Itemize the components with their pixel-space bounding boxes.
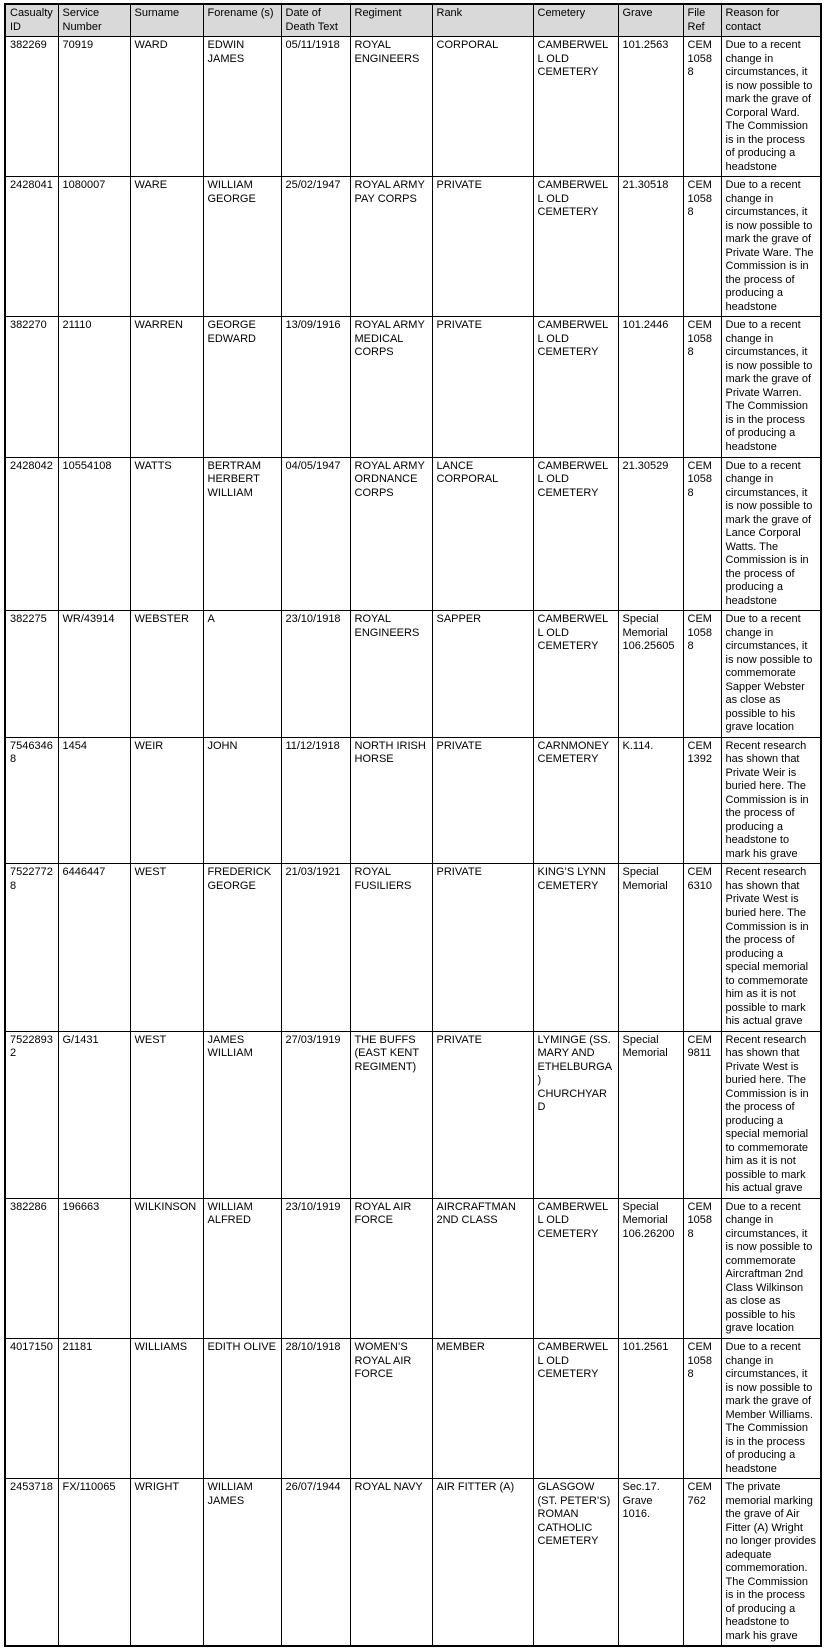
table-row <box>5 317 821 457</box>
cell-date-of-death: 13/09/1916 <box>281 317 350 457</box>
table-row <box>5 177 821 317</box>
column-header-forenames: Forename (s) <box>203 4 281 37</box>
cell-forenames: BERTRAM HERBERT WILLIAM <box>203 457 281 611</box>
cell-casualty-id: 75463468 <box>5 737 58 864</box>
cell-cemetery: CAMBERWELL OLD CEMETERY <box>533 611 618 738</box>
table-row <box>5 457 821 611</box>
cell-casualty-id: 75227728 <box>5 864 58 1031</box>
cell-rank: LANCE CORPORAL <box>432 457 533 611</box>
cell-rank: PRIVATE <box>432 1031 533 1198</box>
cell-grave: Sec.17. Grave 1016. <box>618 1479 683 1647</box>
cell-service-number: FX/110065 <box>58 1479 130 1647</box>
cell-file-ref: CEM 1392 <box>683 737 721 864</box>
cell-cemetery: CAMBERWELL OLD CEMETERY <box>533 1338 618 1478</box>
cell-grave: 101.2563 <box>618 37 683 177</box>
cell-regiment: WOMEN’S ROYAL AIR FORCE <box>350 1338 432 1478</box>
cell-grave: K.114. <box>618 737 683 864</box>
cell-cemetery: LYMINGE (SS. MARY AND ETHELBURGA) CHURCHYARD <box>533 1031 618 1198</box>
cell-reason-for-contact: Recent research has shown that Private West is buried here. The Commission is in the process of producing a special memorial to commemorate him as it is not possible to mark his actual grave <box>721 864 821 1031</box>
cell-date-of-death: 04/05/1947 <box>281 457 350 611</box>
cell-regiment: ROYAL NAVY <box>350 1479 432 1647</box>
cell-reason-for-contact: Due to a recent change in circumstances, it is now possible to commemorate Aircraftman 2nd Class Wilkinson as close as possible to his grave location <box>721 1198 821 1338</box>
table-row <box>5 1198 821 1338</box>
cell-grave: Special Memorial 106.26200 <box>618 1198 683 1338</box>
cell-grave: 21.30518 <box>618 177 683 317</box>
cell-regiment: ROYAL AIR FORCE <box>350 1198 432 1338</box>
cell-cemetery: CAMBERWELL OLD CEMETERY <box>533 457 618 611</box>
cell-regiment: NORTH IRISH HORSE <box>350 737 432 864</box>
column-header-cemetery: Cemetery <box>533 4 618 37</box>
cell-cemetery: KING’S LYNN CEMETERY <box>533 864 618 1031</box>
cell-reason-for-contact: Due to a recent change in circumstances, it is now possible to mark the grave of Member Williams. The Commission is in the process of producing a headstone <box>721 1338 821 1478</box>
cell-date-of-death: 23/10/1918 <box>281 611 350 738</box>
cell-rank: PRIVATE <box>432 864 533 1031</box>
cell-forenames: JOHN <box>203 737 281 864</box>
table-row <box>5 1031 821 1198</box>
casualty-records-table <box>4 3 822 1647</box>
cell-forenames: EDWIN JAMES <box>203 37 281 177</box>
cell-surname: WARE <box>130 177 203 317</box>
cell-file-ref: CEM 10588 <box>683 317 721 457</box>
column-header-file-ref: File Ref <box>683 4 721 37</box>
cell-regiment: ROYAL ENGINEERS <box>350 37 432 177</box>
cell-forenames: JAMES WILLIAM <box>203 1031 281 1198</box>
cell-reason-for-contact: Recent research has shown that Private West is buried here. The Commission is in the process of producing a special memorial to commemorate him as it is not possible to mark his actual grave <box>721 1031 821 1198</box>
cell-grave: Special Memorial <box>618 1031 683 1198</box>
cell-file-ref: CEM 10588 <box>683 177 721 317</box>
cell-date-of-death: 21/03/1921 <box>281 864 350 1031</box>
cell-regiment: ROYAL ARMY MEDICAL CORPS <box>350 317 432 457</box>
column-header-grave: Grave <box>618 4 683 37</box>
cell-date-of-death: 23/10/1919 <box>281 1198 350 1338</box>
cell-surname: WEST <box>130 864 203 1031</box>
cell-rank: MEMBER <box>432 1338 533 1478</box>
cell-casualty-id: 2428042 <box>5 457 58 611</box>
cell-regiment: ROYAL ARMY PAY CORPS <box>350 177 432 317</box>
cell-file-ref: CEM 10588 <box>683 1338 721 1478</box>
cell-service-number: WR/43914 <box>58 611 130 738</box>
cell-file-ref: CEM 10588 <box>683 457 721 611</box>
cell-forenames: FREDERICK GEORGE <box>203 864 281 1031</box>
cell-surname: WEST <box>130 1031 203 1198</box>
cell-date-of-death: 11/12/1918 <box>281 737 350 864</box>
cell-surname: WEBSTER <box>130 611 203 738</box>
cell-grave: Special Memorial <box>618 864 683 1031</box>
cell-file-ref: CEM 10588 <box>683 611 721 738</box>
cell-service-number: 1454 <box>58 737 130 864</box>
cell-regiment: ROYAL ENGINEERS <box>350 611 432 738</box>
cell-surname: WRIGHT <box>130 1479 203 1647</box>
cell-service-number: 6446447 <box>58 864 130 1031</box>
cell-service-number: 70919 <box>58 37 130 177</box>
table-row <box>5 864 821 1031</box>
cell-reason-for-contact: Recent research has shown that Private Weir is buried here. The Commission is in the process of producing a headstone to mark his grave <box>721 737 821 864</box>
cell-reason-for-contact: Due to a recent change in circumstances, it is now possible to mark the grave of Corporal Ward. The Commission is in the process of producing a headstone <box>721 37 821 177</box>
cell-reason-for-contact: Due to a recent change in circumstances, it is now possible to mark the grave of Private Warren. The Commission is in the process of producing a headstone <box>721 317 821 457</box>
cell-reason-for-contact: Due to a recent change in circumstances, it is now possible to mark the grave of Lance Corporal Watts. The Commission is in the process of producing a headstone <box>721 457 821 611</box>
cell-file-ref: CEM 762 <box>683 1479 721 1647</box>
cell-grave: 101.2446 <box>618 317 683 457</box>
cell-file-ref: CEM 10588 <box>683 1198 721 1338</box>
cell-date-of-death: 26/07/1944 <box>281 1479 350 1647</box>
cell-forenames: GEORGE EDWARD <box>203 317 281 457</box>
column-header-regiment: Regiment <box>350 4 432 37</box>
cell-date-of-death: 27/03/1919 <box>281 1031 350 1198</box>
cell-rank: SAPPER <box>432 611 533 738</box>
cell-date-of-death: 28/10/1918 <box>281 1338 350 1478</box>
cell-cemetery: CAMBERWELL OLD CEMETERY <box>533 1198 618 1338</box>
cell-service-number: 10554108 <box>58 457 130 611</box>
cell-file-ref: CEM 6310 <box>683 864 721 1031</box>
cell-rank: PRIVATE <box>432 737 533 864</box>
table-row <box>5 1338 821 1478</box>
table-row <box>5 1479 821 1647</box>
column-header-service-number: Service Number <box>58 4 130 37</box>
cell-cemetery: CAMBERWELL OLD CEMETERY <box>533 177 618 317</box>
cell-reason-for-contact: The private memorial marking the grave of Air Fitter (A) Wright no longer provides adequate commemoration. The Commission is in the process of producing a headstone to mark his grave <box>721 1479 821 1647</box>
cell-service-number: 196663 <box>58 1198 130 1338</box>
cell-forenames: WILLIAM JAMES <box>203 1479 281 1647</box>
cell-forenames: WILLIAM ALFRED <box>203 1198 281 1338</box>
cell-grave: 21.30529 <box>618 457 683 611</box>
cell-service-number: 1080007 <box>58 177 130 317</box>
cell-casualty-id: 2428041 <box>5 177 58 317</box>
column-header-rank: Rank <box>432 4 533 37</box>
cell-forenames: A <box>203 611 281 738</box>
cell-grave: Special Memorial 106.25605 <box>618 611 683 738</box>
cell-cemetery: CARNMONEY CEMETERY <box>533 737 618 864</box>
cell-casualty-id: 75228932 <box>5 1031 58 1198</box>
cell-rank: PRIVATE <box>432 317 533 457</box>
cell-surname: WILLIAMS <box>130 1338 203 1478</box>
cell-service-number: 21181 <box>58 1338 130 1478</box>
cell-reason-for-contact: Due to a recent change in circumstances, it is now possible to commemorate Sapper Webster as close as possible to his grave location <box>721 611 821 738</box>
cell-rank: AIRCRAFTMAN 2ND CLASS <box>432 1198 533 1338</box>
cell-regiment: ROYAL ARMY ORDNANCE CORPS <box>350 457 432 611</box>
table-row <box>5 37 821 177</box>
cell-service-number: G/1431 <box>58 1031 130 1198</box>
cell-casualty-id: 382286 <box>5 1198 58 1338</box>
cell-forenames: WILLIAM GEORGE <box>203 177 281 317</box>
cell-cemetery: CAMBERWELL OLD CEMETERY <box>533 37 618 177</box>
cell-regiment: ROYAL FUSILIERS <box>350 864 432 1031</box>
cell-regiment: THE BUFFS (EAST KENT REGIMENT) <box>350 1031 432 1198</box>
cell-surname: WARREN <box>130 317 203 457</box>
cell-rank: PRIVATE <box>432 177 533 317</box>
cell-casualty-id: 382270 <box>5 317 58 457</box>
cell-reason-for-contact: Due to a recent change in circumstances, it is now possible to mark the grave of Private Ware. The Commission is in the process of producing a headstone <box>721 177 821 317</box>
cell-rank: CORPORAL <box>432 37 533 177</box>
table-row <box>5 737 821 864</box>
cell-casualty-id: 382269 <box>5 37 58 177</box>
cell-casualty-id: 2453718 <box>5 1479 58 1647</box>
cell-casualty-id: 4017150 <box>5 1338 58 1478</box>
cell-grave: 101.2561 <box>618 1338 683 1478</box>
cell-rank: AIR FITTER (A) <box>432 1479 533 1647</box>
column-header-date-of-death: Date of Death Text <box>281 4 350 37</box>
cell-surname: WEIR <box>130 737 203 864</box>
table-header-row <box>5 4 821 37</box>
column-header-surname: Surname <box>130 4 203 37</box>
cell-surname: WATTS <box>130 457 203 611</box>
cell-casualty-id: 382275 <box>5 611 58 738</box>
cell-service-number: 21110 <box>58 317 130 457</box>
column-header-casualty-id: Casualty ID <box>5 4 58 37</box>
cell-date-of-death: 25/02/1947 <box>281 177 350 317</box>
cell-cemetery: CAMBERWELL OLD CEMETERY <box>533 317 618 457</box>
cell-cemetery: GLASGOW (ST. PETER’S) ROMAN CATHOLIC CEMETERY <box>533 1479 618 1647</box>
cell-file-ref: CEM 9811 <box>683 1031 721 1198</box>
table-row <box>5 611 821 738</box>
cell-date-of-death: 05/11/1918 <box>281 37 350 177</box>
cell-surname: WILKINSON <box>130 1198 203 1338</box>
cell-file-ref: CEM 10588 <box>683 37 721 177</box>
column-header-reason-for-contact: Reason for contact <box>721 4 821 37</box>
cell-surname: WARD <box>130 37 203 177</box>
cell-forenames: EDITH OLIVE <box>203 1338 281 1478</box>
